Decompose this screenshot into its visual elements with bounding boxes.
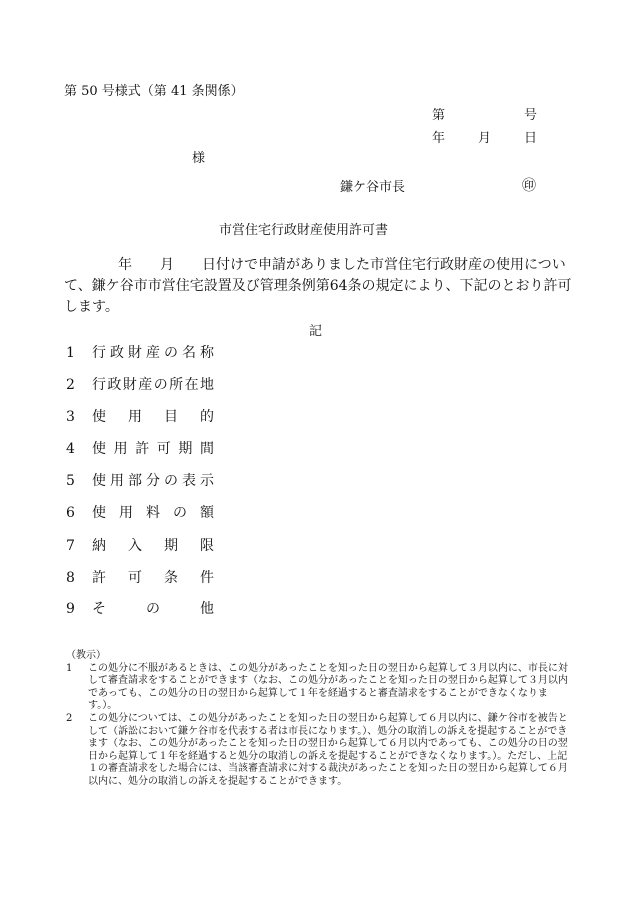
notes-heading: （教示）	[66, 650, 106, 661]
item-label: 行政財産の名称	[92, 345, 214, 361]
body-text: 年 月 日付けで申請がありました市営住宅行政財産の使用について、鎌ケ谷市市営住宅設置及び管理条例第64条の規定により、下記のとおり許可します。	[64, 257, 572, 315]
note-text: この処分に不服があるときは、この処分があったことを知った日の翌日から起算して３月以内に、市長に対して審査請求をすることができます（なお、この処分があったことを知った日の翌日から起算して３月以内であっても、この処分の日の翌日から起算して１年を経過すると審査請求をすることができなくなります。）。	[88, 662, 568, 712]
list-item-5	[66, 470, 214, 490]
item-label: その他	[92, 601, 214, 617]
list-item-2	[66, 374, 214, 394]
addressee-suffix: 様	[192, 151, 206, 166]
note-item-1	[66, 663, 572, 713]
item-label: 使用許可期間	[92, 441, 214, 457]
item-number: 7	[66, 538, 75, 554]
list-item-7	[66, 535, 214, 555]
list-item-6	[66, 502, 214, 522]
body-paragraph	[64, 255, 574, 318]
ki-heading: 記	[309, 324, 323, 339]
instruction-notes	[66, 650, 572, 789]
note-text: この処分については、この処分があったことを知った日の翌日から起算して６月以内に、鎌ケ谷市を被告として（訴訟において鎌ケ谷市を代表する者は市長になります。）、処分の取消しの訴えを提起することができます（なお、この処分があったことを知った日の翌日から起算して６月以内であっても、この処分の日の翌日から起算して１年を経過すると処分の取消しの訴えを提起することができなくなります。）。ただし、上記１の審査請求をした場合には、当該審査請求に対する裁決があったことを知った日の翌日から起算して６月以内に、処分の取消しの訴えを提起することができます。	[88, 712, 568, 787]
note-number: 2	[66, 712, 73, 724]
doc-number-suffix: 号	[524, 108, 538, 123]
document-title: 市営住宅行政財産使用許可書	[219, 223, 389, 238]
item-label: 納入期限	[92, 538, 214, 554]
item-number: 3	[66, 409, 75, 425]
item-number: 2	[66, 377, 75, 393]
list-item-9	[66, 598, 214, 618]
form-number: 第 50 号様式（第 41 条関係）	[64, 84, 244, 99]
list-item-3	[66, 406, 214, 426]
item-number: 5	[66, 473, 75, 489]
doc-number-prefix: 第	[432, 108, 446, 123]
item-number: 1	[66, 345, 75, 361]
issuer-name: 鎌ケ谷市長	[340, 180, 406, 195]
date-year: 年	[432, 131, 446, 146]
note-number: 1	[66, 662, 73, 674]
item-number: 9	[66, 601, 75, 617]
item-number: 4	[66, 441, 75, 457]
item-label: 行政財産の所在地	[92, 377, 214, 393]
item-label: 使用目的	[92, 409, 214, 425]
date-day: 日	[524, 131, 538, 146]
seal-mark: ㊞	[522, 178, 536, 194]
item-number: 6	[66, 505, 75, 521]
item-label: 許可条件	[92, 570, 214, 586]
list-item-4	[66, 438, 214, 458]
item-label: 使用料の額	[92, 505, 214, 521]
date-month: 月	[478, 131, 492, 146]
list-item-1	[66, 342, 214, 362]
note-item-2	[66, 713, 572, 789]
item-label: 使用部分の表示	[92, 473, 214, 489]
list-item-8	[66, 567, 214, 587]
item-number: 8	[66, 570, 75, 586]
